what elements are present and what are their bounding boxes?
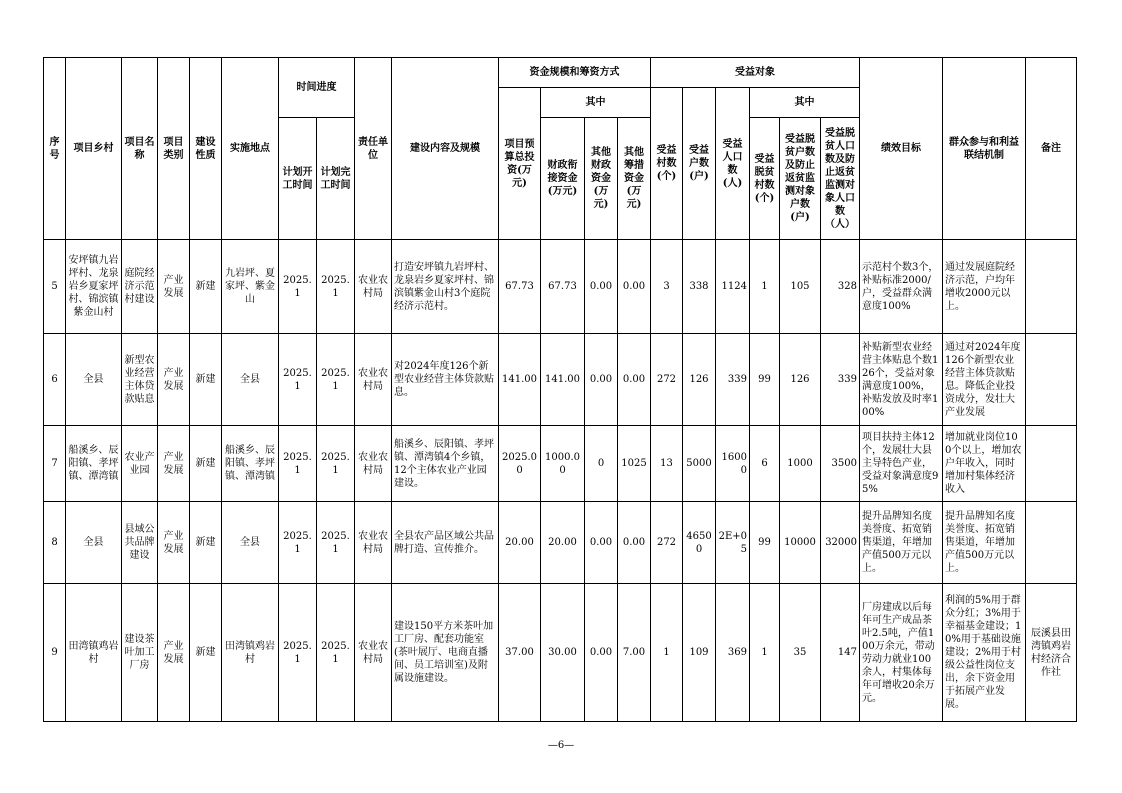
cell-name: 建设茶叶加工厂房 (122, 584, 158, 722)
cell-village: 船溪乡、辰阳镇、孝坪镇、潭湾镇 (66, 426, 122, 502)
header-b-poor-people: 受益脱贫人口数及防止返贫监测对象人口数（人） (821, 118, 860, 240)
cell-content: 全县农产品区域公共品牌打造、宣传推介。 (392, 502, 499, 584)
cell-other-raise: 0.00 (618, 240, 651, 334)
cell-b-people: 1124 (716, 240, 750, 334)
cell-content: 对2024年度126个新型农业经营主体贷款贴息。 (392, 334, 499, 426)
cell-mechanism: 通过对2024年度126个新型农业经营主体贷款贴息。降低企业投资成分，发壮大产业发展 (943, 334, 1026, 426)
header-unit: 责任单位 (355, 58, 392, 240)
cell-b-poor-households: 1000 (780, 426, 821, 502)
header-category: 项目类别 (158, 58, 190, 240)
table-row (44, 240, 1077, 334)
cell-village: 全县 (66, 502, 122, 584)
cell-goals: 示范村个数3个，补贴标准2000/户，受益群众满意度100% (860, 240, 943, 334)
cell-start: 2025.1 (279, 502, 317, 584)
cell-category: 产业发展 (158, 334, 190, 426)
cell-unit: 农业农村局 (355, 240, 392, 334)
cell-nature: 新建 (190, 502, 222, 584)
cell-b-poor-people: 32000 (821, 502, 860, 584)
cell-category: 产业发展 (158, 426, 190, 502)
cell-b-people: 339 (716, 334, 750, 426)
cell-unit: 农业农村局 (355, 584, 392, 722)
cell-b-poor-villages: 6 (750, 426, 780, 502)
header-funds: 资金规模和筹资方式 (499, 58, 651, 88)
cell-start: 2025.1 (279, 426, 317, 502)
header-goals: 绩效目标 (860, 58, 943, 240)
cell-other-fiscal: 0.00 (585, 240, 618, 334)
header-budget: 项目预算总投资(万元) (499, 88, 541, 240)
cell-seq: 5 (44, 240, 66, 334)
cell-start: 2025.1 (279, 584, 317, 722)
cell-category: 产业发展 (158, 502, 190, 584)
cell-b-poor-villages: 99 (750, 502, 780, 584)
page-number: —6— (547, 740, 575, 751)
cell-content: 打造安坪镇九岩坪村、龙泉岩乡夏家坪村、锦滨镇紫金山村3个庭院经济示范村。 (392, 240, 499, 334)
cell-other-raise: 1025 (618, 426, 651, 502)
cell-b-poor-people: 339 (821, 334, 860, 426)
cell-name: 县域公共品牌建设 (122, 502, 158, 584)
cell-budget: 141.00 (499, 334, 541, 426)
header-other-fiscal: 其他财政资金(万元) (585, 118, 618, 240)
cell-b-poor-people: 3500 (821, 426, 860, 502)
table-body (44, 240, 1077, 722)
cell-fiscal: 30.00 (541, 584, 585, 722)
header-b-poor-villages: 受益脱贫村数(个) (750, 118, 780, 240)
project-table (43, 57, 1077, 722)
cell-mechanism: 通过发展庭院经济示范，户均年增收2000元以上。 (943, 240, 1026, 334)
cell-name: 庭院经济示范村建设 (122, 240, 158, 334)
cell-location: 全县 (222, 502, 279, 584)
header-b-households: 受益户数(户) (683, 88, 716, 240)
cell-other-fiscal: 0.00 (585, 334, 618, 426)
header-other-raise: 其他筹措资金(万元) (618, 118, 651, 240)
cell-location: 船溪乡、辰阳镇、孝坪镇、潭湾镇 (222, 426, 279, 502)
header-nature: 建设性质 (190, 58, 222, 240)
cell-b-poor-people: 328 (821, 240, 860, 334)
cell-budget: 67.73 (499, 240, 541, 334)
cell-nature: 新建 (190, 334, 222, 426)
header-content: 建设内容及规模 (392, 58, 499, 240)
cell-other-raise: 0.00 (618, 502, 651, 584)
cell-nature: 新建 (190, 426, 222, 502)
header-b-of-which: 其中 (750, 88, 860, 118)
cell-b-poor-people: 147 (821, 584, 860, 722)
cell-unit: 农业农村局 (355, 334, 392, 426)
cell-end: 2025.1 (317, 502, 355, 584)
cell-b-poor-villages: 99 (750, 334, 780, 426)
header-end: 计划完工时间 (317, 118, 355, 240)
header-b-people: 受益人口数(人) (716, 88, 750, 240)
header-b-villages: 受益村数(个) (651, 88, 683, 240)
cell-b-poor-households: 126 (780, 334, 821, 426)
cell-content: 建设150平方米茶叶加工厂房、配套功能室(茶叶展厅、电商直播间、员工培训室)及附属设施建设。 (392, 584, 499, 722)
header-location: 实施地点 (222, 58, 279, 240)
cell-name: 农业产业园 (122, 426, 158, 502)
cell-end: 2025.1 (317, 584, 355, 722)
cell-mechanism: 利润的5%用于群众分红；3%用于幸福基金建设；10%用于基础设施建设；2%用于村级公益性岗位支出，余下资金用于拓展产业发展。 (943, 584, 1026, 722)
cell-budget: 2025.00 (499, 426, 541, 502)
cell-b-households: 46500 (683, 502, 716, 584)
cell-b-poor-villages: 1 (750, 240, 780, 334)
header-fiscal: 财政衔接资金(万元) (541, 118, 585, 240)
table-row (44, 334, 1077, 426)
cell-village: 田湾镇鸡岩村 (66, 584, 122, 722)
cell-b-households: 109 (683, 584, 716, 722)
cell-location: 九岩坪、夏家坪、紫金山 (222, 240, 279, 334)
header-remarks: 备注 (1026, 58, 1077, 240)
cell-fiscal: 141.00 (541, 334, 585, 426)
cell-start: 2025.1 (279, 334, 317, 426)
cell-seq: 6 (44, 334, 66, 426)
cell-end: 2025.1 (317, 240, 355, 334)
cell-b-villages: 13 (651, 426, 683, 502)
header-name: 项目名称 (122, 58, 158, 240)
cell-other-fiscal: 0.00 (585, 584, 618, 722)
cell-budget: 37.00 (499, 584, 541, 722)
header-funds-of-which: 其中 (541, 88, 651, 118)
cell-remarks: 辰溪县田湾镇鸡岩村经济合作社 (1026, 584, 1077, 722)
cell-unit: 农业农村局 (355, 426, 392, 502)
cell-b-poor-households: 35 (780, 584, 821, 722)
cell-name: 新型农业经营主体贷款贴息 (122, 334, 158, 426)
cell-b-poor-households: 105 (780, 240, 821, 334)
cell-b-villages: 272 (651, 502, 683, 584)
cell-b-villages: 272 (651, 334, 683, 426)
cell-nature: 新建 (190, 584, 222, 722)
cell-fiscal: 1000.00 (541, 426, 585, 502)
cell-seq: 9 (44, 584, 66, 722)
header-seq: 序号 (44, 58, 66, 240)
cell-seq: 8 (44, 502, 66, 584)
cell-remarks (1026, 426, 1077, 502)
cell-other-raise: 0.00 (618, 334, 651, 426)
cell-other-fiscal: 0 (585, 426, 618, 502)
cell-end: 2025.1 (317, 426, 355, 502)
cell-goals: 厂房建成以后每年可生产成品茶叶2.5吨，产值100万余元，带动劳动力就业100余人，村集体每年可增收20余万元。 (860, 584, 943, 722)
cell-location: 田湾镇鸡岩村 (222, 584, 279, 722)
header-village: 项目乡村 (66, 58, 122, 240)
cell-b-villages: 3 (651, 240, 683, 334)
cell-nature: 新建 (190, 240, 222, 334)
cell-fiscal: 20.00 (541, 502, 585, 584)
header-mechanism: 群众参与和利益联结机制 (943, 58, 1026, 240)
header-schedule: 时间进度 (279, 58, 355, 118)
header-start: 计划开工时间 (279, 118, 317, 240)
cell-goals: 项目扶持主体12个，发展壮大县主导特色产业，受益对象满意度95% (860, 426, 943, 502)
cell-remarks (1026, 334, 1077, 426)
table-row (44, 584, 1077, 722)
cell-start: 2025.1 (279, 240, 317, 334)
cell-other-fiscal: 0.00 (585, 502, 618, 584)
cell-b-households: 126 (683, 334, 716, 426)
cell-category: 产业发展 (158, 584, 190, 722)
cell-remarks (1026, 502, 1077, 584)
cell-fiscal: 67.73 (541, 240, 585, 334)
table-row (44, 426, 1077, 502)
cell-b-people: 369 (716, 584, 750, 722)
cell-b-poor-villages: 1 (750, 584, 780, 722)
cell-end: 2025.1 (317, 334, 355, 426)
cell-goals: 补贴新型农业经营主体贴息个数126个，受益对象满意度100%，补贴发放及时率100% (860, 334, 943, 426)
cell-village: 安坪镇九岩坪村、龙泉岩乡夏家坪村、锦滨镇紫金山村 (66, 240, 122, 334)
table-row (44, 502, 1077, 584)
cell-category: 产业发展 (158, 240, 190, 334)
cell-seq: 7 (44, 426, 66, 502)
cell-unit: 农业农村局 (355, 502, 392, 584)
cell-mechanism: 增加就业岗位100个以上，增加农户年收入，同时增加村集体经济收入 (943, 426, 1026, 502)
cell-b-villages: 1 (651, 584, 683, 722)
cell-village: 全县 (66, 334, 122, 426)
cell-mechanism: 提升品牌知名度美誉度、拓宽销售渠道，年增加产值500万元以上。 (943, 502, 1026, 584)
cell-content: 船溪乡、辰阳镇、孝坪镇、潭湾镇4个乡镇，12个主体农业产业园建设。 (392, 426, 499, 502)
cell-b-poor-households: 10000 (780, 502, 821, 584)
cell-b-households: 338 (683, 240, 716, 334)
header-beneficiaries: 受益对象 (651, 58, 860, 88)
cell-b-people: 16000 (716, 426, 750, 502)
cell-other-raise: 7.00 (618, 584, 651, 722)
cell-budget: 20.00 (499, 502, 541, 584)
cell-goals: 提升品牌知名度美誉度、拓宽销售渠道，年增加产值500万元以上。 (860, 502, 943, 584)
cell-b-people: 2E+05 (716, 502, 750, 584)
header-b-poor-households: 受益脱贫户数及防止返贫监测对象户数(户) (780, 118, 821, 240)
cell-location: 全县 (222, 334, 279, 426)
cell-b-households: 5000 (683, 426, 716, 502)
cell-remarks (1026, 240, 1077, 334)
